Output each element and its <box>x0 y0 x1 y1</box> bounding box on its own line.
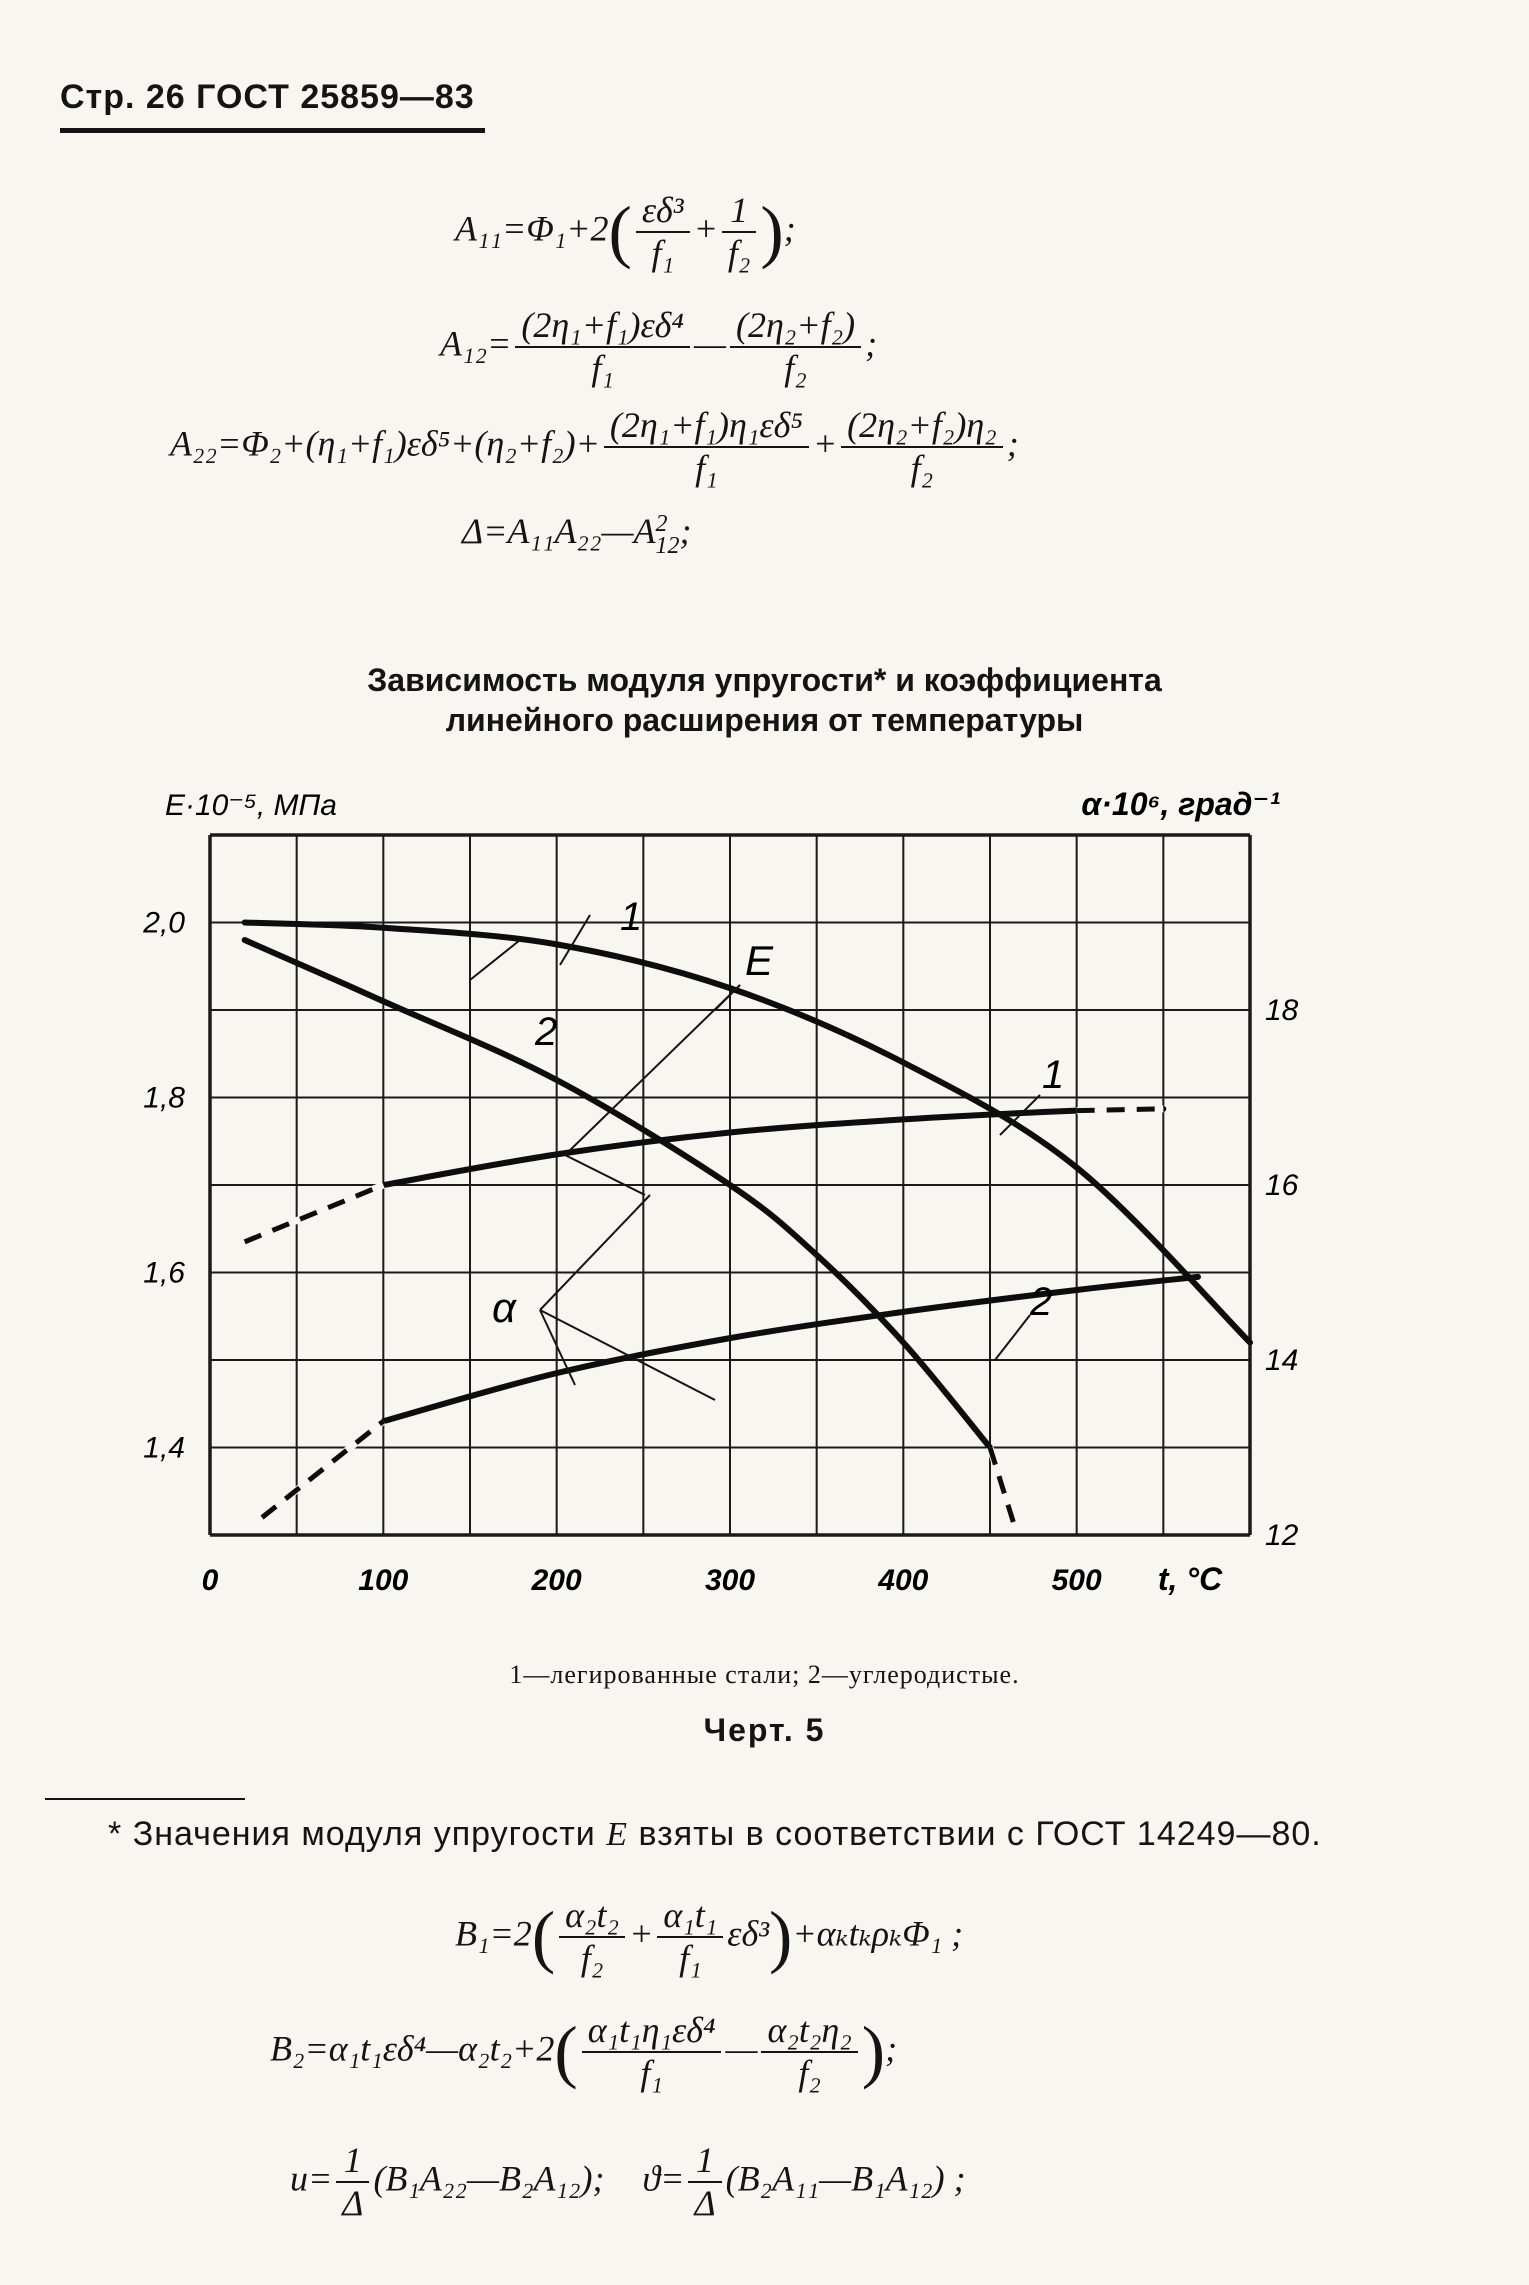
formula-end: ; <box>885 2028 898 2069</box>
y-right-tick-label: 16 <box>1265 1169 1299 1202</box>
frac-den: f₁ <box>679 1938 702 1979</box>
formula-a22-lhs: A₂₂=Φ₂+(η₁+f₁)εδ⁵+(η₂+f₂)+ <box>170 423 600 464</box>
formula-end: ; <box>679 511 692 551</box>
y-right-tick-label: 18 <box>1265 994 1299 1027</box>
formula-end: ; <box>783 208 796 249</box>
formula-b2-frac1 <box>582 2010 722 2095</box>
frac-num: α₁t₁ <box>657 1895 723 1938</box>
paren-close: ) <box>769 1898 793 1976</box>
formula-theta-expr: (B₂A₁₁—B₁A₁₂) ; <box>725 2158 966 2199</box>
frac-den: f₁ <box>640 2053 663 2094</box>
formula-op: + <box>693 208 718 249</box>
series-dash-alpha-1 <box>1077 1109 1164 1111</box>
frac-num: α₂t₂η₂ <box>761 2010 857 2053</box>
formula-a11-lhs: A₁₁=Φ₁+2 <box>455 208 609 249</box>
paren-close: ) <box>861 2013 886 2091</box>
series-dash-e-2 <box>990 1448 1016 1531</box>
formula-b2 <box>270 2010 897 2095</box>
figure-label: Черт. 5 <box>703 1712 826 1748</box>
formula-u-expr: (B₁A₂₂—B₂A₁₂); <box>373 2158 605 2199</box>
page-header: Стр. 26 ГОСТ 25859—83 <box>60 78 475 116</box>
annotation-leader <box>540 1310 715 1400</box>
frac-num: (2η₁+f₁)η₁εδ⁵ <box>604 405 809 448</box>
frac-den: f₁ <box>591 348 614 389</box>
formula-b1-frac2 <box>657 1895 723 1980</box>
y-left-axis-label: E·10⁻⁵, МПа <box>165 789 337 822</box>
y-right-axis-label: α·10⁶, град⁻¹ <box>1081 786 1280 822</box>
frac-num: 1 <box>722 190 757 233</box>
frac-den: Δ <box>694 2183 716 2224</box>
formula-a22 <box>170 405 1019 490</box>
formula-b2-lhs: B₂=α₁t₁εδ⁴—α₂t₂+2 <box>270 2028 555 2069</box>
footnote-text-after: взяты в соответствии с ГОСТ 14249—80. <box>638 1815 1322 1853</box>
formula-a22-frac2 <box>841 405 1003 490</box>
paren-close: ) <box>760 193 784 271</box>
annotation-curve-2-e: 2 <box>535 1010 558 1054</box>
frac-den: f₂ <box>784 348 807 389</box>
formula-b1-lhs: B₁=2 <box>455 1913 532 1954</box>
frac-den: Δ <box>342 2183 364 2224</box>
frac-num: εδ³ <box>636 190 690 233</box>
annotation-curve-1-alpha: 1 <box>1042 1053 1065 1097</box>
header-rule <box>60 128 485 133</box>
formula-a11 <box>455 190 796 275</box>
sub: 12 <box>655 532 680 559</box>
x-tick-label: 500 <box>1051 1564 1102 1597</box>
formula-a12-frac1 <box>515 305 690 390</box>
footnote-text-before: Значения модуля упругости <box>132 1815 596 1853</box>
frac-den: f₂ <box>798 2053 821 2094</box>
y-left-tick-label: 1,6 <box>143 1256 185 1290</box>
frac-num: 1 <box>336 2140 369 2183</box>
chart-annotations <box>470 895 1064 1400</box>
annotation-leader <box>565 1155 645 1195</box>
frac-num: α₁t₁η₁εδ⁴ <box>582 2010 722 2053</box>
formula-u-lhs: u= <box>290 2158 333 2199</box>
annotation-leader <box>995 1315 1030 1360</box>
frac-den: f₂ <box>727 233 751 274</box>
frac-num: 1 <box>688 2140 721 2183</box>
formula-delta <box>462 510 691 557</box>
formula-delta-text: Δ=A₁₁A₂₂—A <box>462 511 656 551</box>
y-left-tick-label: 1,8 <box>143 1081 185 1115</box>
paren-open: ( <box>608 193 632 271</box>
frac-num: (2η₁+f₁)εδ⁴ <box>515 305 690 348</box>
formula-a22-frac1 <box>604 405 809 490</box>
formula-a12-frac2 <box>730 305 861 390</box>
formula-b1 <box>455 1895 963 1980</box>
x-tick-label: 100 <box>358 1564 409 1597</box>
formula-u-frac <box>336 2140 369 2225</box>
y-left-tick-label: 2,0 <box>143 906 185 940</box>
formula-a12-lhs: A₁₂= <box>440 323 512 364</box>
formula-b2-frac2 <box>761 2010 857 2095</box>
x-tick-label: 0 <box>201 1564 219 1597</box>
footnote <box>108 1815 1322 1854</box>
formula-tail: εδ³ <box>727 1913 770 1954</box>
x-tick-label: 200 <box>531 1564 582 1597</box>
formula-rest: +αₖtₖρₖΦ₁ ; <box>792 1913 964 1954</box>
formula-a11-frac1 <box>636 190 690 275</box>
chart-title-line2: линейного расширения от температуры <box>445 702 1084 738</box>
paren-open: ( <box>554 2013 578 2091</box>
y-right-tick-label: 12 <box>1265 1519 1299 1552</box>
annotation-leader <box>470 940 520 980</box>
chart-caption: 1—легированные стали; 2—углеродистые. <box>509 1660 1020 1689</box>
annotation-alpha: α <box>492 1284 516 1331</box>
chart <box>0 770 1529 1620</box>
frac-num: α₂t₂ <box>559 1895 625 1938</box>
formula-op: + <box>629 1913 654 1954</box>
formula-a11-frac2 <box>722 190 757 275</box>
footnote-star: * <box>108 1815 123 1853</box>
frac-num: (2η₂+f₂)η₂ <box>841 405 1003 448</box>
formula-op: — <box>693 323 726 364</box>
formula-end: ; <box>1006 423 1019 464</box>
frac-den: f₁ <box>695 448 718 489</box>
annotation-E: E <box>745 937 774 984</box>
frac-den: f₂ <box>580 1938 604 1979</box>
chart-title-line1: Зависимость модуля упругости* и коэффициента <box>367 662 1162 698</box>
y-right-tick-label: 14 <box>1265 1344 1299 1377</box>
chart-title <box>0 660 1529 740</box>
paren-open: ( <box>531 1898 556 1976</box>
footnote-rule <box>45 1798 245 1800</box>
frac-den: f₁ <box>651 233 674 274</box>
annotation-curve-2-alpha: 2 <box>1030 1280 1053 1324</box>
frac-den: f₂ <box>910 448 934 489</box>
formula-op: — <box>725 2028 758 2069</box>
formula-a12 <box>440 305 877 390</box>
sup: 2 <box>655 510 668 537</box>
frac-num: (2η₂+f₂) <box>730 305 861 348</box>
formula-delta-script <box>655 510 680 559</box>
footnote-symbol: E <box>606 1816 629 1853</box>
annotation-curve-1-e: 1 <box>620 895 643 939</box>
formula-u-theta <box>290 2140 966 2225</box>
formula-op: + <box>812 423 838 464</box>
formula-theta-frac <box>688 2140 721 2225</box>
chart-curves <box>245 923 1250 1531</box>
y-left-tick-label: 1,4 <box>143 1431 185 1465</box>
formula-theta-lhs: ϑ= <box>642 2158 685 2199</box>
x-tick-label: 300 <box>704 1564 756 1597</box>
x-axis-label: t, °C <box>1157 1561 1223 1597</box>
formula-b1-frac1 <box>559 1895 625 1980</box>
formula-end: ; <box>865 323 878 364</box>
x-tick-label: 400 <box>878 1564 929 1597</box>
